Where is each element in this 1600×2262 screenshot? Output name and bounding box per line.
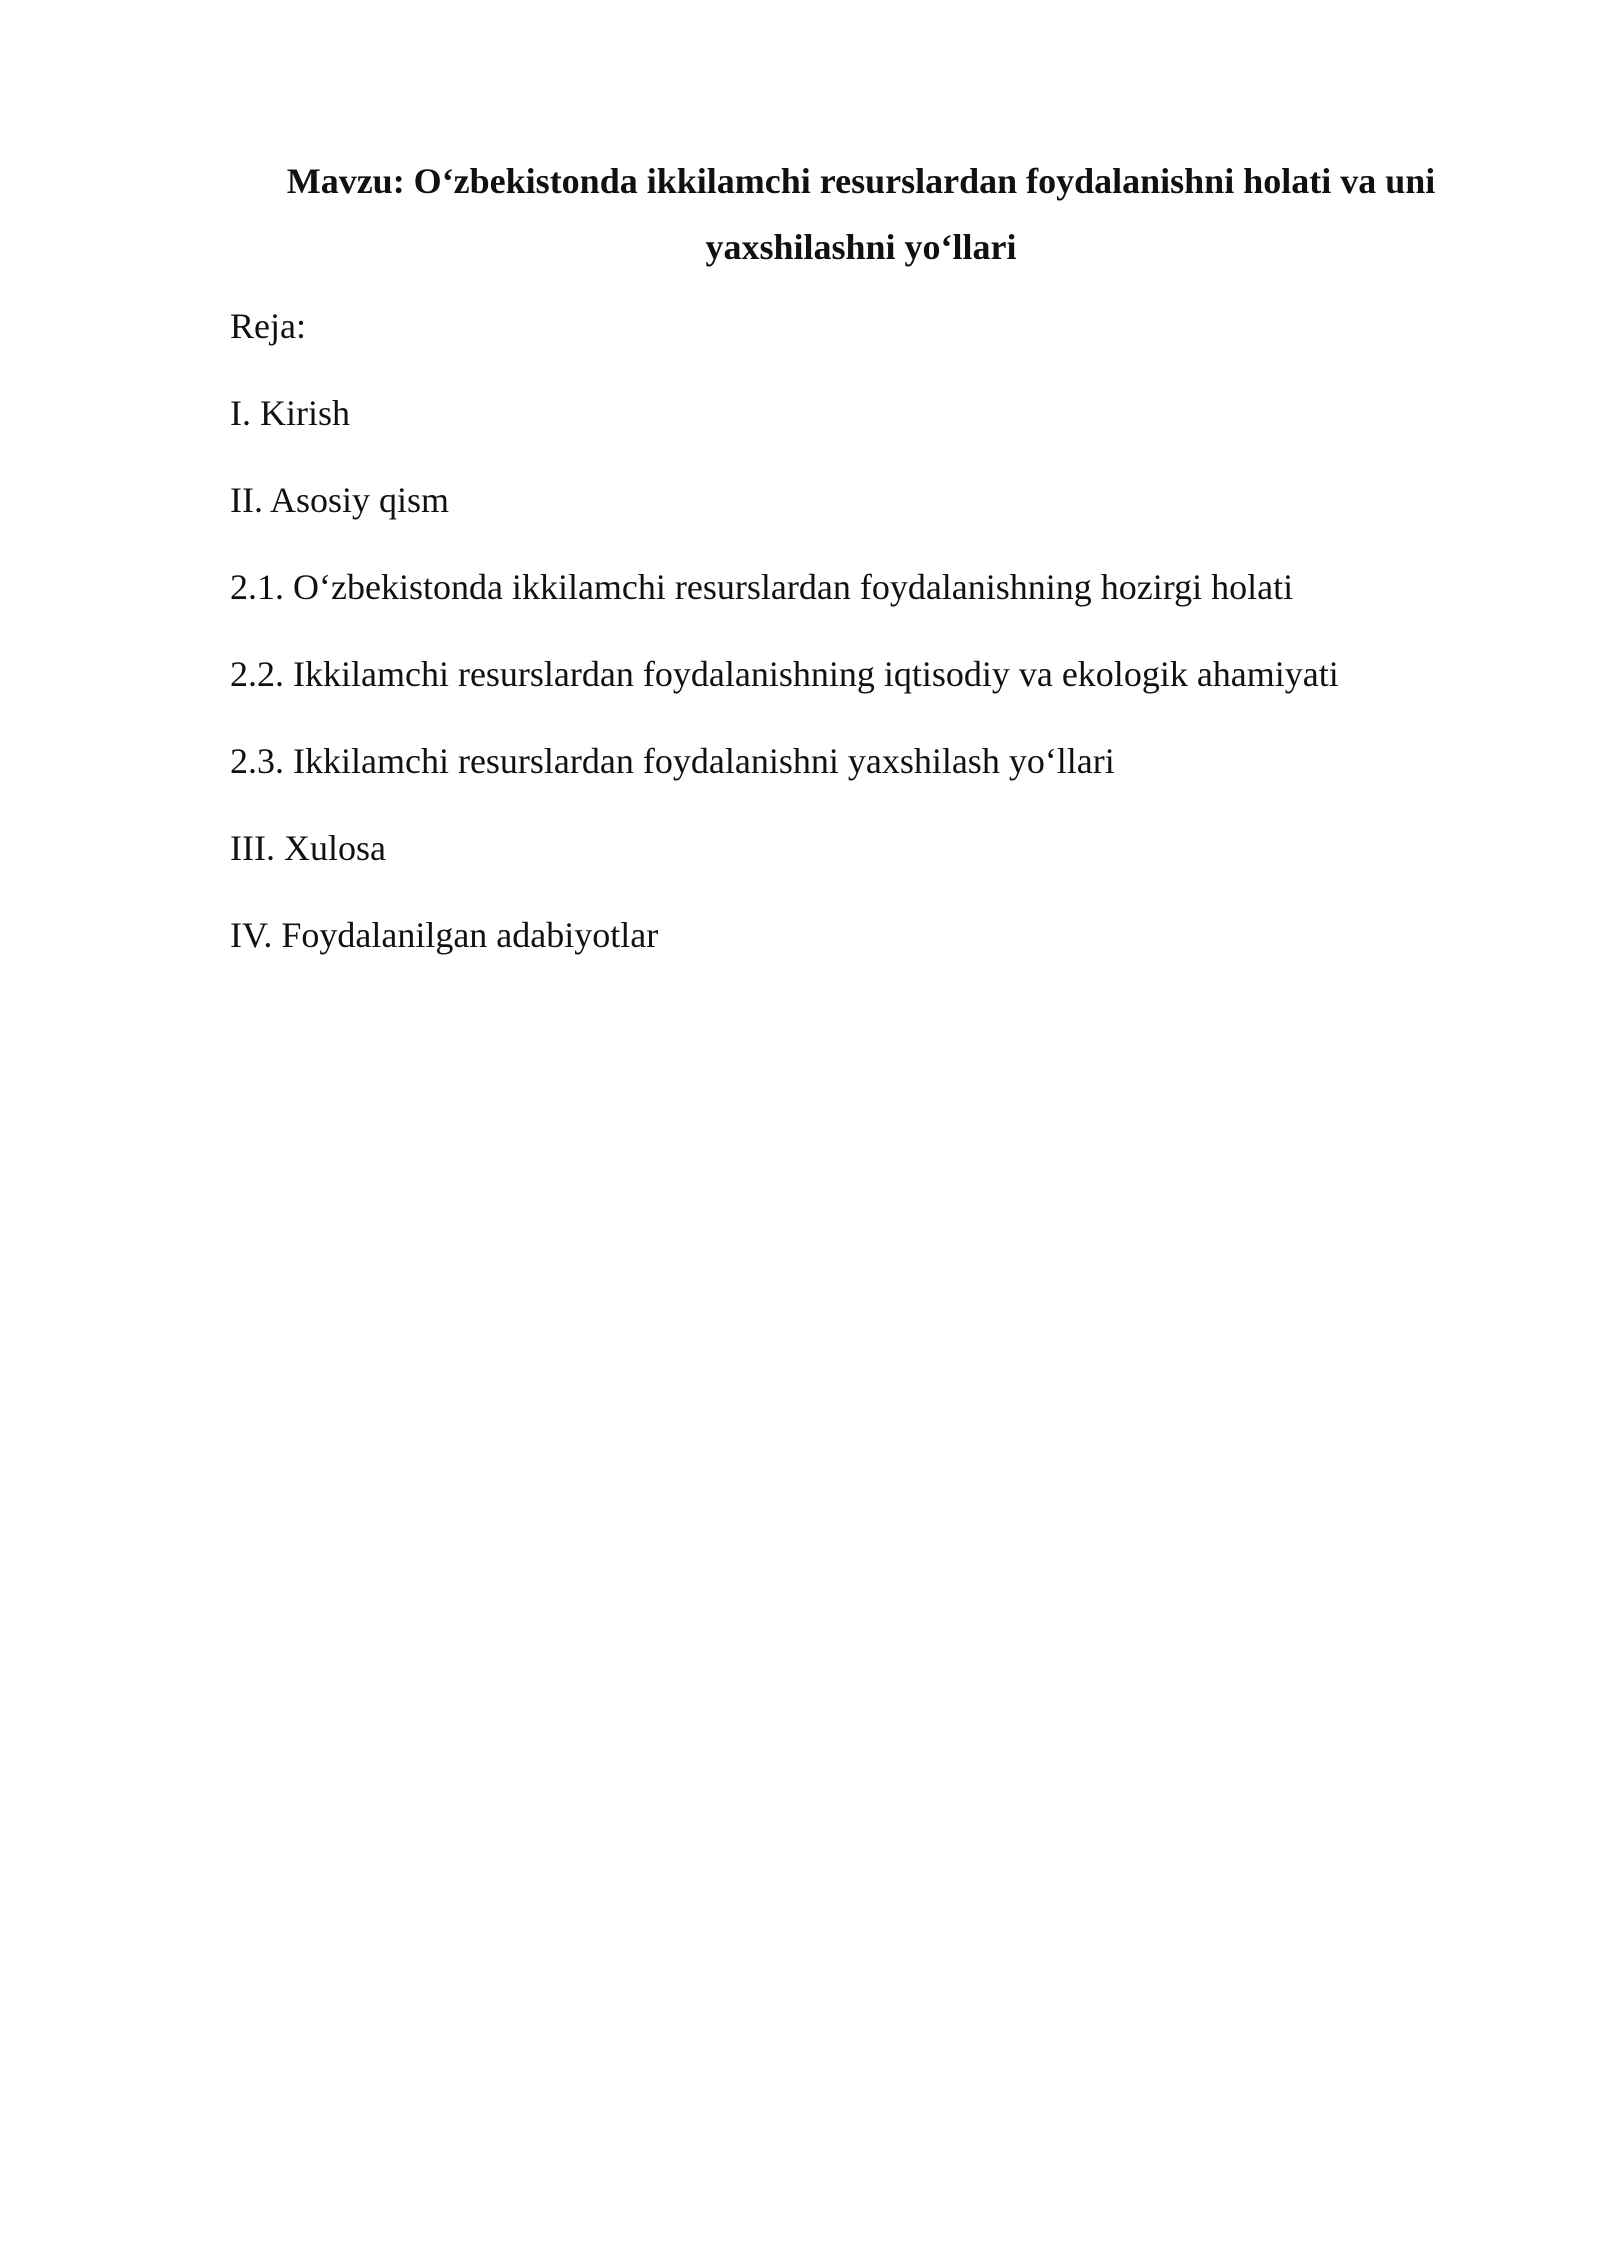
plan-item-2-3: 2.3. Ikkilamchi resurslardan foydalanishni yaxshilash yo‘llari [230, 741, 1115, 781]
title-line-1: Mavzu: O‘zbekistonda ikkilamchi resurslardan foydalanishni holati va uni [286, 161, 1436, 201]
plan-item-intro: I. Kirish [230, 393, 350, 433]
title-line-2: yaxshilashni yo‘llari [705, 227, 1017, 267]
plan-item-conclusion: III. Xulosa [230, 828, 386, 868]
plan-item-2-2: 2.2. Ikkilamchi resurslardan foydalanishning iqtisodiy va ekologik ahamiyati [230, 654, 1339, 694]
plan-list [230, 389, 1339, 998]
plan-item-main-part: II. Asosiy qism [230, 480, 450, 520]
plan-item-references: IV. Foydalanilgan adabiyotlar [230, 915, 659, 955]
document-title [230, 148, 1492, 280]
plan-item-2-1: 2.1. O‘zbekistonda ikkilamchi resurslardan foydalanishning hozirgi holati [230, 567, 1294, 607]
plan-label: Reja: [230, 306, 306, 346]
